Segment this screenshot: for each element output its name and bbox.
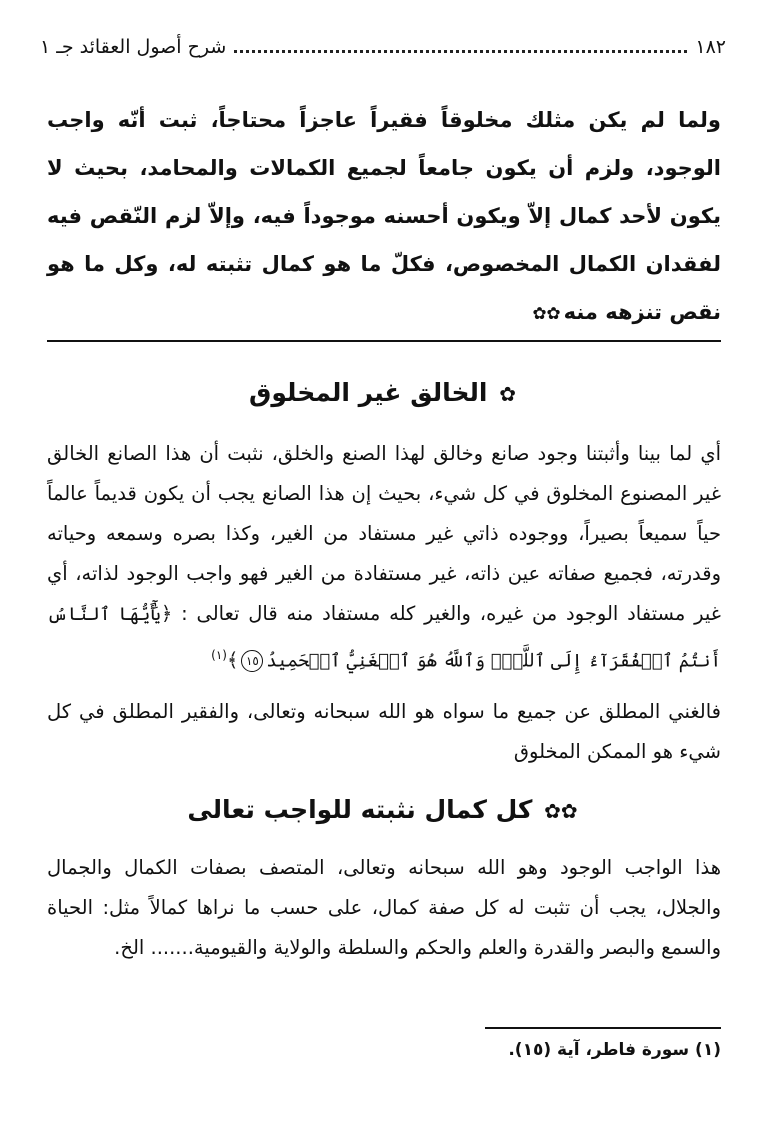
footnote-marker: (١) — [211, 648, 227, 662]
body-line: مثل: الحياة والسمع والبصر والقدرة والعلم والحكم والسلطة والولاية — [47, 896, 721, 959]
body-line: أن يكون قديماً عالماً حياً سميعاً بصيراً، ووجوده ذاتي غير مستفاد من الغير، وكذا — [47, 482, 722, 545]
section2-heading — [47, 795, 721, 824]
body-line: الصانع الخالق غير المصنوع المخلوق في كل شيء، بحيث إن هذا الصانع يجب — [47, 442, 722, 505]
section1-heading — [47, 378, 721, 407]
intro-paragraph — [47, 96, 721, 337]
body-line: واجب الوجود لذاته، أي غير مستفاد الوجود من غيره، والغير كله مستفاد منه قال — [47, 562, 721, 625]
section1-paragraph — [47, 434, 721, 682]
section2-paragraph — [47, 848, 721, 968]
section-divider — [47, 340, 721, 342]
intro-line: تنزهه منه — [563, 300, 663, 324]
verse-intro: تعالى : — [181, 602, 240, 625]
flower-ornament-icon: ✿ — [499, 382, 516, 406]
leader-dots — [234, 38, 687, 53]
flower-ornament-icon: ✿✿ — [532, 303, 561, 323]
intro-line: لفقدان الكمال المخصوص، فكلّ ما هو كمال تثبته له، وكل ما هو نقص — [47, 252, 721, 324]
ayah-number: ١٥ — [241, 650, 263, 672]
ornate-bracket-close-icon: ﴾ — [226, 648, 239, 672]
body-line: كل شيء هو الممكن المخلوق — [47, 700, 721, 763]
flower-ornament-icon: ✿✿ — [544, 799, 578, 823]
body-line: فالغني المطلق عن جميع ما سواه هو الله سبحانه وتعالى، والفقير المطلق في — [79, 700, 721, 723]
quran-verse: يَٰٓأَيُّهَا ٱلنَّاسُ أَنتُمُ ٱلۡفُقَرَآءُ إِلَى ٱللَّهِۖ وَٱللَّهُ هُوَ ٱلۡغَنِيُّ ٱلۡحَمِيدُ — [47, 604, 721, 672]
body-line: أي لما بينا وأثبتنا وجود صانع وخالق لهذا الصنع والخلق، نثبت أن هذا — [165, 442, 722, 465]
ornate-bracket-open-icon: ﴿ — [160, 602, 173, 625]
intro-line: الوجود، ولزم أن يكون جامعاً لجميع الكمالات والمحامد، بحيث لا — [47, 156, 721, 180]
intro-line: يكون لأحد كمال إلاّ ويكون أحسنه موجوداً فيه، وإلاّ لزم النّقص فيه — [47, 204, 721, 228]
body-line: هذا الواجب الوجود وهو الله سبحانه وتعالى، المتصف بصفات الكمال — [124, 856, 721, 879]
section1-closing-paragraph — [47, 692, 721, 772]
footnote-divider — [485, 1027, 721, 1029]
page-number: ١٨٢ — [695, 36, 726, 58]
book-title: شرح أصول العقائد جـ ١ — [40, 36, 227, 58]
section1-heading-text: الخالق غير المخلوق — [249, 378, 488, 407]
body-line: والقيومية....... الخ. — [114, 936, 268, 959]
body-line: بصره وسمعه وحياته وقدرته، فجميع صفاته عين ذاته، غير مستفادة من الغير فهو — [47, 522, 722, 585]
footnote: (١) سورة فاطر، آية (١٥). — [508, 1040, 721, 1060]
section2-heading-text: كل كمال نثبته للواجب تعالى — [187, 795, 533, 824]
body-line: والجمال والجلال، يجب أن تثبت له كل صفة كمال، على حسب ما نراها كمالاً — [47, 856, 721, 919]
intro-line: ولما لم يكن مثلك مخلوقاً فقيراً عاجزاً محتاجاً، ثبت أنّه واجب — [47, 108, 721, 132]
running-head — [40, 33, 726, 61]
